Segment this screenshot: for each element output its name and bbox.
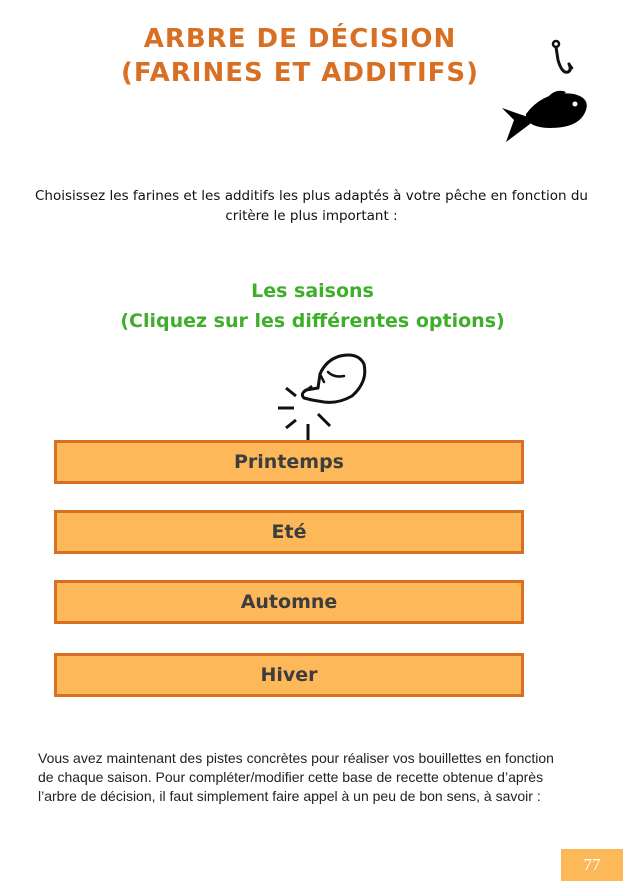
outro-line-3: l’arbre de décision, il faut simplement faire appel à un peu de bon sens, à savoir : xyxy=(38,788,541,804)
intro-line-1: Choisissez les farines et les additifs les plus adaptés à votre pêche en fonction du xyxy=(35,188,588,204)
title-line-2: (FARINES ET ADDITIFS) xyxy=(120,58,480,88)
option-button-hiver[interactable] xyxy=(54,653,524,697)
fishing-hook-icon xyxy=(548,38,576,82)
option-label: Eté xyxy=(271,521,307,543)
option-label: Printemps xyxy=(233,451,344,473)
outro-line-2: de chaque saison. Pour compléter/modifier cette base de recette obtenue d’après xyxy=(38,769,544,785)
option-button-printemps[interactable] xyxy=(54,440,524,484)
page-number: 77 xyxy=(561,849,623,881)
section-heading xyxy=(60,276,565,336)
option-label: Hiver xyxy=(260,664,318,686)
fish-icon xyxy=(500,86,590,146)
option-button-ete[interactable] xyxy=(54,510,524,554)
intro-text xyxy=(20,186,603,226)
section-subtitle: (Cliquez sur les différentes options) xyxy=(120,310,505,332)
page-title xyxy=(100,22,500,90)
section-title: Les saisons xyxy=(251,280,374,302)
option-label: Automne xyxy=(240,591,338,613)
outro-line-1: Vous avez maintenant des pistes concrètes pour réaliser vos bouillettes en fonction xyxy=(38,750,554,766)
pointing-hand-click-icon xyxy=(274,348,368,442)
option-button-automne[interactable] xyxy=(54,580,524,624)
closing-paragraph xyxy=(38,749,578,806)
title-line-1: ARBRE DE DÉCISION xyxy=(143,24,457,54)
intro-line-2: critère le plus important : xyxy=(225,208,398,224)
